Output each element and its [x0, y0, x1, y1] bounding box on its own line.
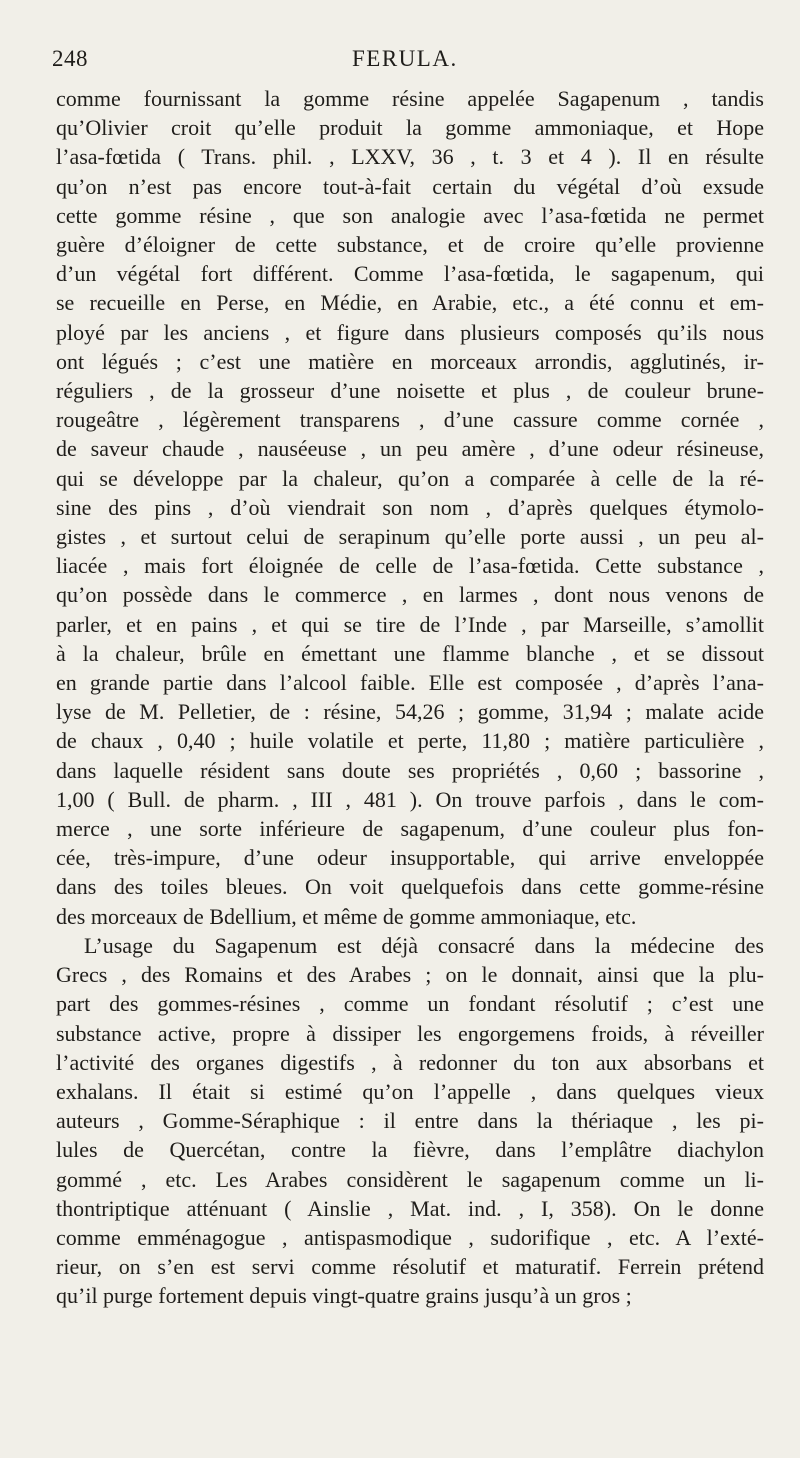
text-line: dans laquelle résident sans doute ses propriétés , 0,60 ; bassorine ,: [56, 757, 764, 783]
paragraph-2: [56, 931, 764, 1311]
text-line: qui se développe par la chaleur, qu’on a comparée à celle de la ré-: [56, 465, 764, 491]
text-line: l’activité des organes digestifs , à redonner du ton aux absorbans et: [56, 1049, 764, 1075]
text-line: auteurs , Gomme-Séraphique : il entre dans la thériaque , les pi-: [56, 1108, 764, 1134]
text-line: parler, et en pains , et qui se tire de l’Inde , par Marseille, s’amollit: [56, 611, 764, 637]
text-line: gistes , et surtout celui de serapinum qu’elle porte aussi , un peu al-: [56, 524, 764, 550]
text-line: à la chaleur, brûle en émettant une flamme blanche , et se dissout: [56, 640, 764, 666]
text-line: liacée , mais fort éloignée de celle de l’asa-fœtida. Cette substance ,: [56, 553, 764, 579]
text-line: lules de Quercétan, contre la fièvre, dans l’emplâtre diachylon: [56, 1137, 764, 1163]
page-number: 248: [52, 46, 88, 71]
text-line: en grande partie dans l’alcool faible. Elle est composée , d’après l’ana-: [56, 670, 764, 696]
text-line: se recueille en Perse, en Médie, en Arabie, etc., a été connu et em-: [56, 290, 764, 316]
running-head: [52, 46, 764, 76]
text-line: cée, très-impure, d’une odeur insupportable, qui arrive enveloppée: [56, 845, 764, 871]
text-line: Grecs , des Romains et des Arabes ; on le donnait, ainsi que la plu-: [56, 962, 764, 988]
running-title: FERULA.: [352, 46, 458, 71]
text-line: dans des toiles bleues. On voit quelquefois dans cette gomme-résine: [56, 874, 764, 900]
text-line: ployé par les anciens , et figure dans plusieurs composés qu’ils nous: [56, 319, 764, 345]
text-line: merce , une sorte inférieure de sagapenum, d’une couleur plus fon-: [56, 816, 764, 842]
text-line: sine des pins , d’où viendrait son nom , d’après quelques étymolo-: [56, 494, 764, 520]
text-line: comme fournissant la gomme résine appelée Sagapenum , tandis: [56, 86, 764, 111]
text-line: 1,00 ( Bull. de pharm. , III , 481 ). On trouve parfois , dans le com-: [56, 786, 764, 812]
text-line: thontriptique atténuant ( Ainslie , Mat. ind. , I, 358). On le donne: [56, 1195, 764, 1221]
text-line: ont légués ; c’est une matière en morceaux arrondis, agglutinés, ir-: [56, 348, 764, 374]
body-text: [56, 84, 764, 1311]
text-line: substance active, propre à dissiper les engorgemens froids, à réveiller: [56, 1020, 764, 1046]
paragraph-1: [56, 84, 764, 931]
text-line: comme emménagogue , antispasmodique , sudorifique , etc. A l’exté-: [56, 1224, 764, 1250]
text-line: de chaux , 0,40 ; huile volatile et perte, 11,80 ; matière particulière ,: [56, 728, 764, 754]
text-line: gommé , etc. Les Arabes considèrent le sagapenum comme un li-: [56, 1166, 764, 1192]
text-line: des morceaux de Bdellium, et même de gomme ammoniaque, etc.: [56, 903, 637, 929]
text-line: cette gomme résine , que son analogie avec l’asa-fœtida ne permet: [56, 202, 764, 228]
text-line: qu’il purge fortement depuis vingt-quatre grains jusqu’à un gros ;: [56, 1283, 632, 1309]
text-line: qu’on possède dans le commerce , en larmes , dont nous venons de: [56, 582, 764, 608]
text-line: qu’Olivier croit qu’elle produit la gomme ammoniaque, et Hope: [56, 115, 764, 141]
text-line: rieur, on s’en est servi comme résolutif et maturatif. Ferrein prétend: [56, 1254, 764, 1280]
text-line: l’asa-fœtida ( Trans. phil. , LXXV, 36 , t. 3 et 4 ). Il en résulte: [56, 144, 764, 170]
text-line: qu’on n’est pas encore tout-à-fait certain du végétal d’où exsude: [56, 173, 764, 199]
text-line: lyse de M. Pelletier, de : résine, 54,26 ; gomme, 31,94 ; malate acide: [56, 699, 764, 725]
text-line: de saveur chaude , nauséeuse , un peu amère , d’une odeur résineuse,: [56, 436, 764, 462]
text-line: réguliers , de la grosseur d’une noisette et plus , de couleur brune-: [56, 378, 764, 404]
text-line: exhalans. Il était si estimé qu’on l’appelle , dans quelques vieux: [56, 1078, 764, 1104]
text-line: guère d’éloigner de cette substance, et de croire qu’elle provienne: [56, 232, 764, 258]
text-line: part des gommes-résines , comme un fondant résolutif ; c’est une: [56, 991, 764, 1017]
text-line: rougeâtre , légèrement transparens , d’une cassure comme cornée ,: [56, 407, 764, 433]
text-line: d’un végétal fort différent. Comme l’asa-fœtida, le sagapenum, qui: [56, 261, 764, 287]
text-line: L’usage du Sagapenum est déjà consacré dans la médecine des: [84, 932, 764, 958]
